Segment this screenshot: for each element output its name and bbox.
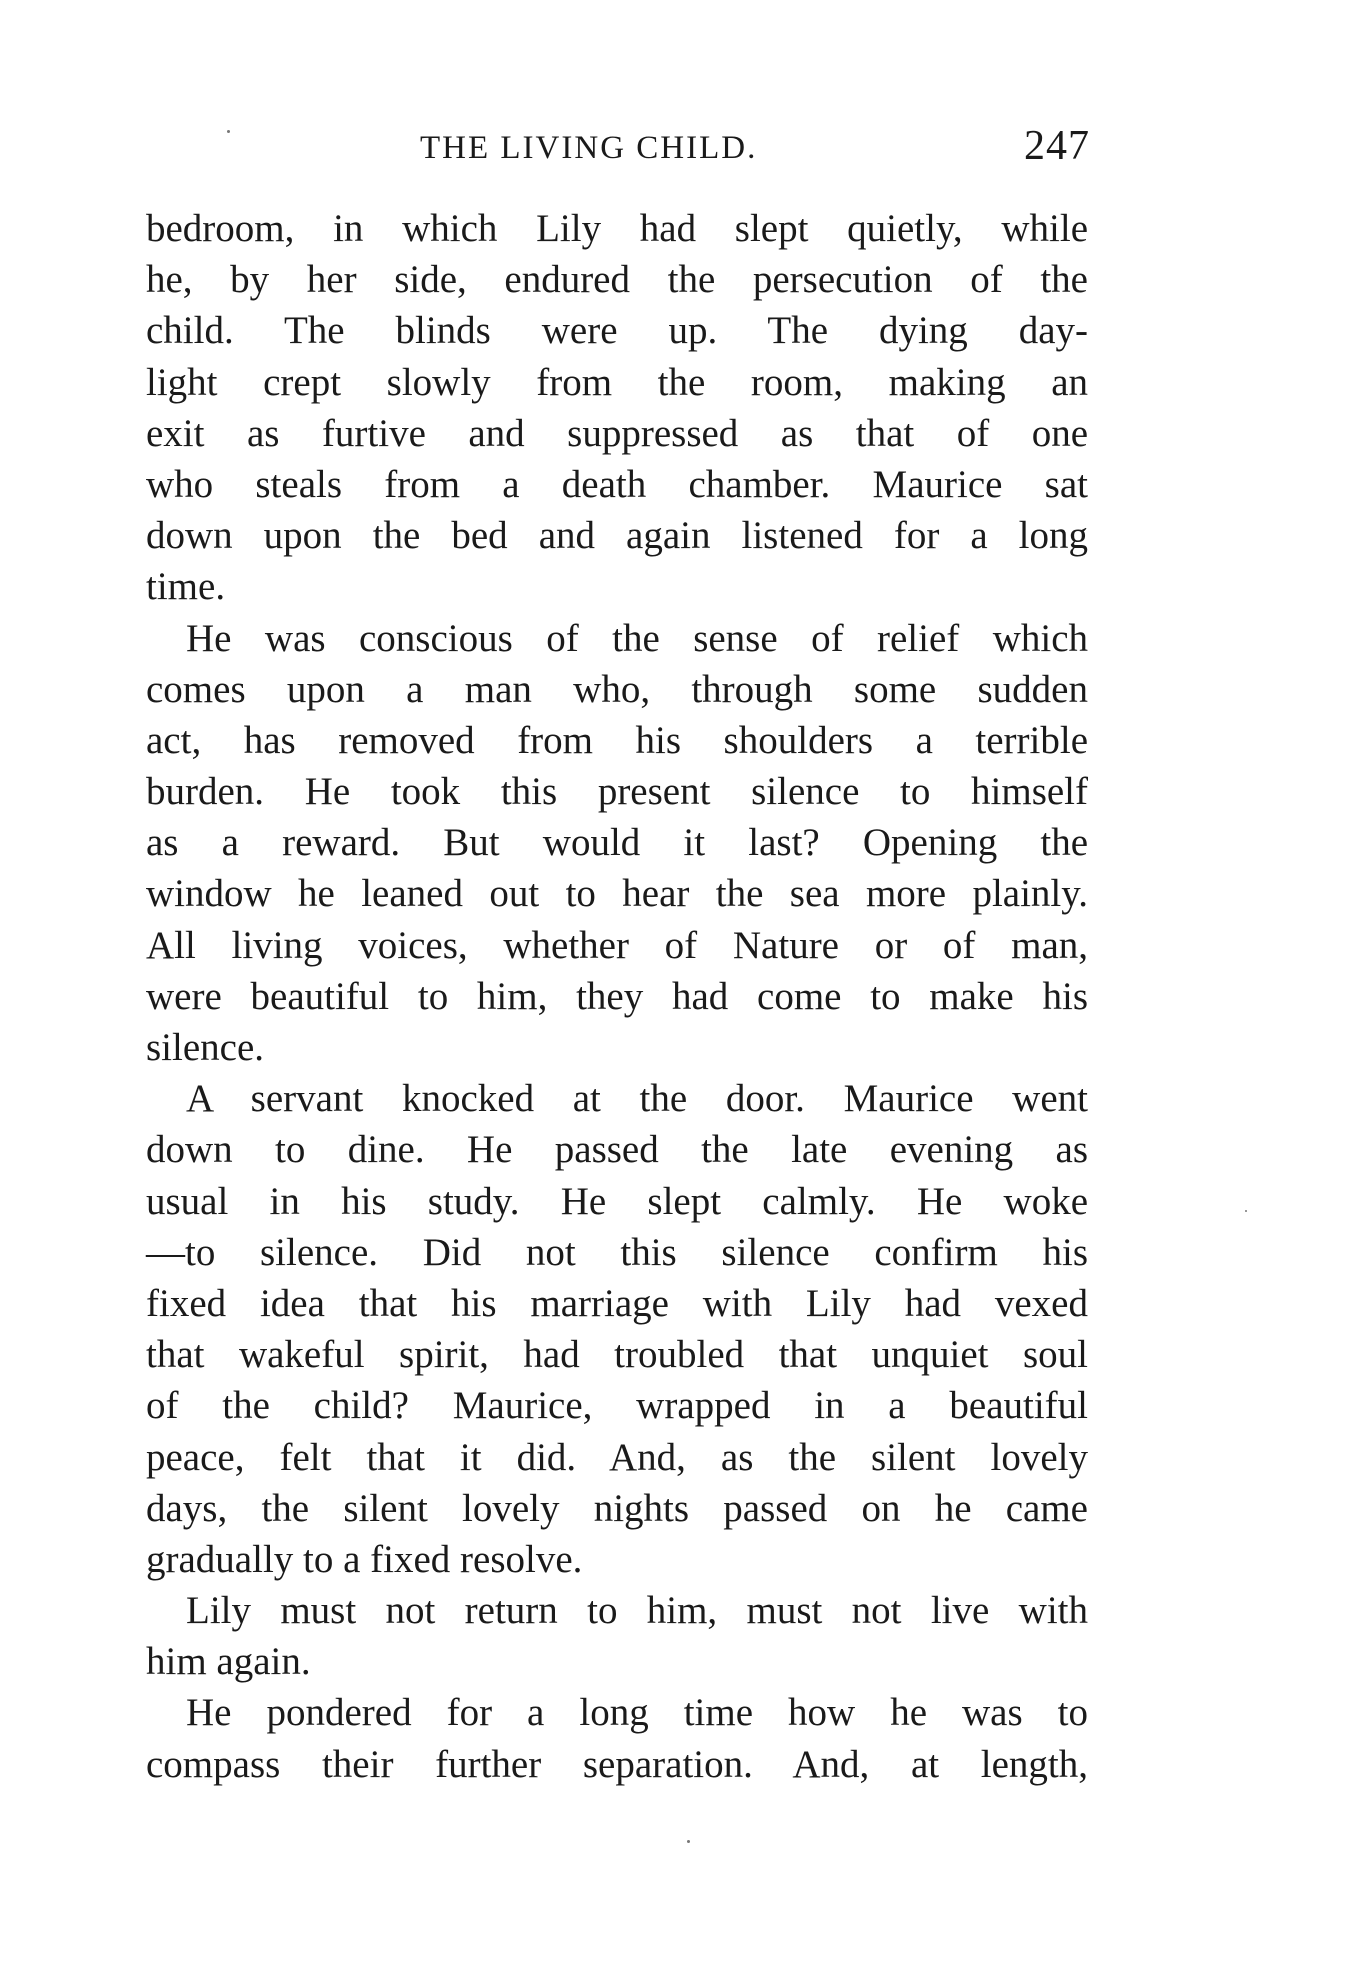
text-line: usual in his study. He slept calmly. He woke <box>146 1179 1088 1223</box>
text-line: comes upon a man who, through some sudden <box>146 667 1088 711</box>
text-line: as a reward. But would it last? Opening the <box>146 821 1088 865</box>
text-line: exit as furtive and suppressed as that of one <box>146 411 1088 455</box>
text-line: child. The blinds were up. The dying day- <box>146 309 1088 353</box>
text-line: down to dine. He passed the late evening as <box>146 1128 1088 1172</box>
body-text <box>146 203 1088 1790</box>
text-line: time. <box>146 565 226 609</box>
text-line: were beautiful to him, they had come to make his <box>146 974 1088 1018</box>
text-line: bedroom, in which Lily had slept quietly, while <box>146 207 1088 250</box>
paragraph-first-line: Lily must not return to him, must not live with <box>186 1589 1088 1633</box>
text-line: him again. <box>146 1640 311 1684</box>
text-line: compass their further separation. And, at length, <box>146 1742 1088 1786</box>
running-head <box>145 122 1090 182</box>
paper-speck <box>1245 1210 1247 1212</box>
paper-speck <box>687 1840 690 1843</box>
text-line: light crept slowly from the room, making an <box>146 360 1088 404</box>
paragraph-first-line: A servant knocked at the door. Maurice went <box>186 1077 1088 1121</box>
text-line: window he leaned out to hear the sea more plainly. <box>146 872 1088 916</box>
text-line: that wakeful spirit, had troubled that unquiet soul <box>146 1333 1088 1377</box>
text-line: down upon the bed and again listened for a long <box>146 514 1088 558</box>
text-line: silence. <box>146 1026 265 1069</box>
text-line: gradually to a fixed resolve. <box>146 1537 583 1581</box>
running-title: THE LIVING CHILD. <box>420 130 758 166</box>
text-line: who steals from a death chamber. Maurice sat <box>146 462 1088 506</box>
text-line: —to silence. Did not this silence confirm his <box>146 1230 1088 1274</box>
text-line: act, has removed from his shoulders a terrible <box>146 718 1088 762</box>
text-line: of the child? Maurice, wrapped in a beautiful <box>146 1384 1088 1428</box>
text-line: burden. He took this present silence to himself <box>146 770 1088 814</box>
text-line: fixed idea that his marriage with Lily had vexed <box>146 1281 1088 1325</box>
page-number: 247 <box>1024 123 1090 169</box>
text-line: he, by her side, endured the persecution of the <box>146 258 1088 302</box>
text-line: days, the silent lovely nights passed on he came <box>146 1486 1088 1530</box>
text-line: All living voices, whether of Nature or of man, <box>146 923 1088 967</box>
paper-speck <box>227 130 230 133</box>
paragraph-first-line: He pondered for a long time how he was to <box>186 1691 1088 1735</box>
text-line: peace, felt that it did. And, as the silent lovely <box>146 1435 1088 1479</box>
paragraph-first-line: He was conscious of the sense of relief which <box>186 616 1088 660</box>
